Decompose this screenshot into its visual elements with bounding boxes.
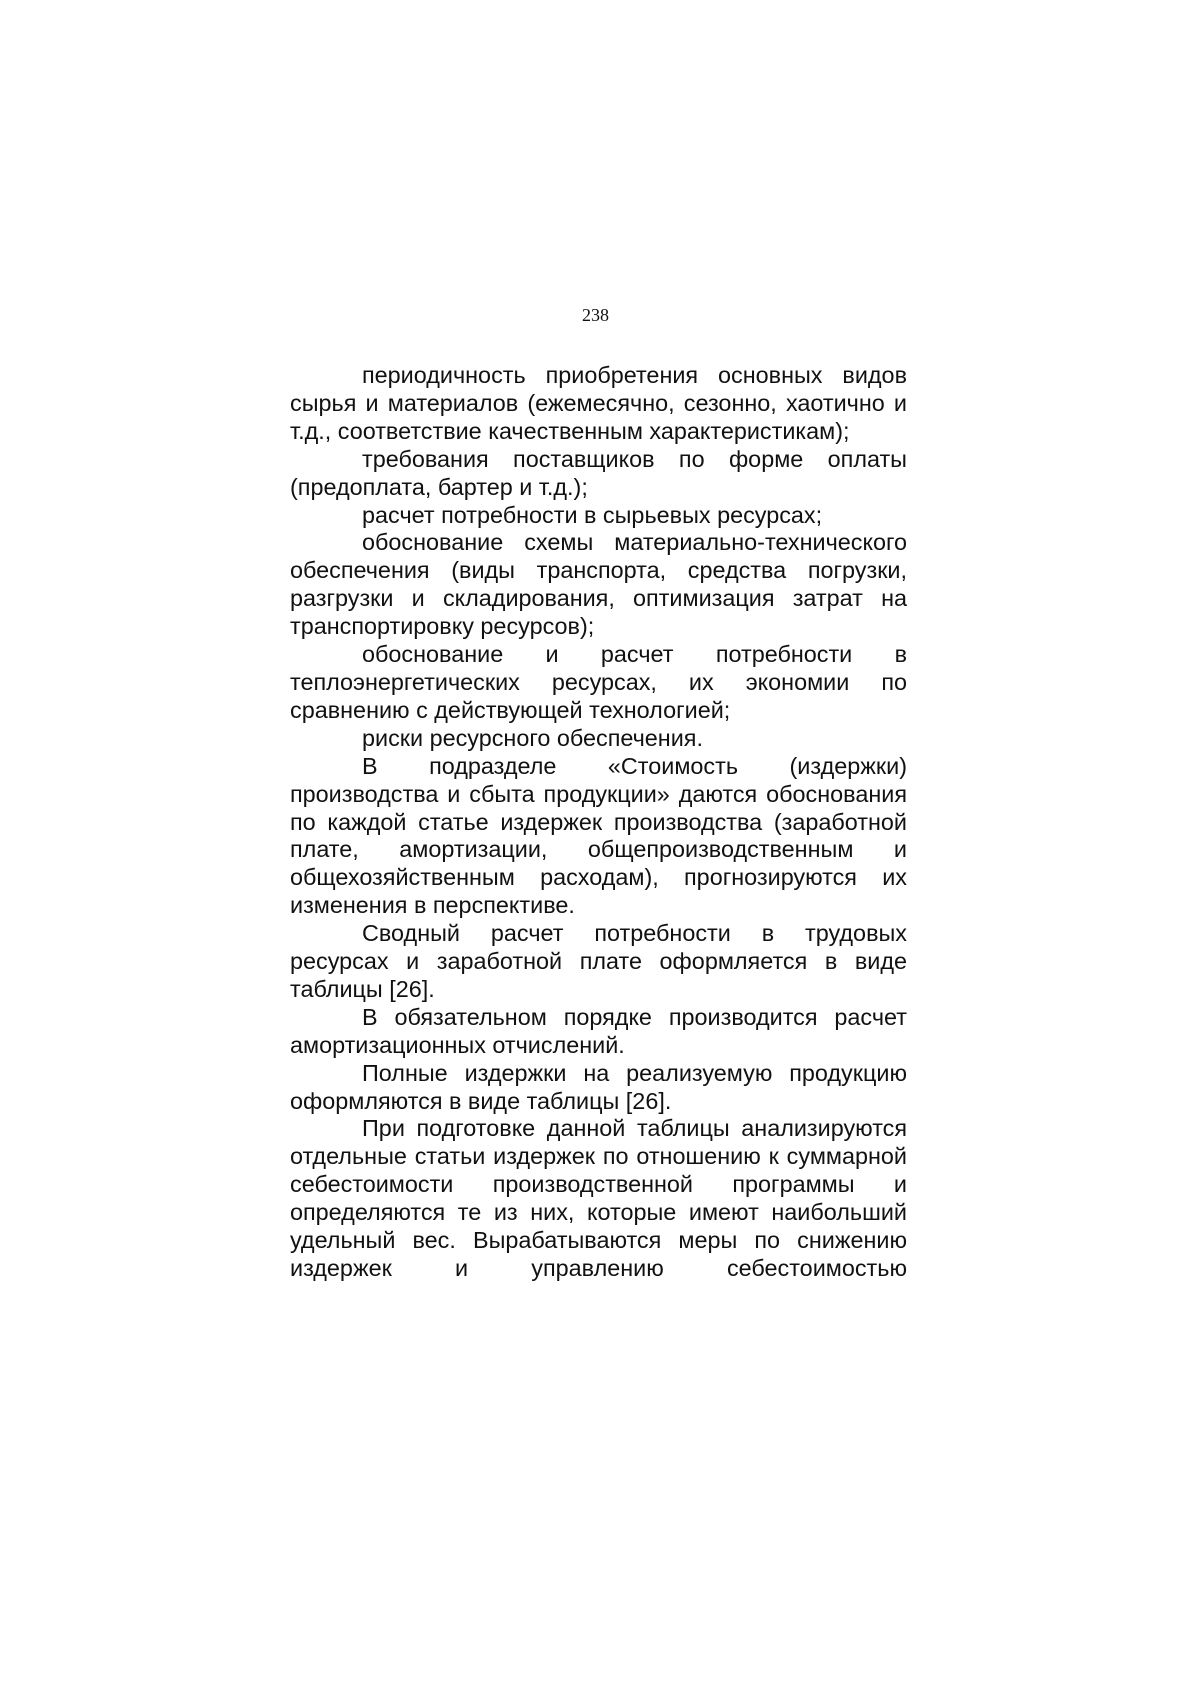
paragraph: расчет потребности в сырьевых ресурсах; xyxy=(362,501,823,528)
paragraph: В обязательном порядке производится расчет амортизационных отчислений. xyxy=(290,1003,907,1058)
page-number: 238 xyxy=(582,305,609,325)
paragraph: При подготовке данной таблицы анализируются отдельные статьи издержек по отношению к суммарной себестоимости производственной программы и определяются те из них, которые имеют наибольший удельный вес. Вырабатываются меры по снижению издержек и управлению себестоимостью xyxy=(290,1115,907,1281)
paragraph: В подразделе «Стоимость (издержки) производства и сбыта продукции» даются обоснования по каждой статье издержек производства (заработной плате, амортизации, общепроизводственным и общехозяйственным расходам), прогнозируются их изменения в перспективе. xyxy=(290,752,907,919)
paragraph: обоснование схемы материально-технического обеспечения (виды транспорта, средства погрузки, разгрузки и складирования, оптимизация затрат на транспортировку ресурсов); xyxy=(290,529,907,640)
text-body xyxy=(290,362,907,1283)
paragraph: периодичность приобретения основных видов сырья и материалов (ежемесячно, сезонно, хаотично и т.д., соответствие качественным характеристикам); xyxy=(290,362,907,444)
paragraph: Полные издержки на реализуемую продукцию оформляются в виде таблицы [26]. xyxy=(290,1059,907,1114)
paragraph: требования поставщиков по форме оплаты (предоплата, бартер и т.д.); xyxy=(290,445,907,500)
paragraph: Сводный расчет потребности в трудовых ресурсах и заработной плате оформляется в виде таблицы [26]. xyxy=(290,920,907,1002)
paragraph: обоснование и расчет потребности в теплоэнергетических ресурсах, их экономии по сравнению с действующей технологией; xyxy=(290,641,907,723)
paragraph: риски ресурсного обеспечения. xyxy=(362,724,703,751)
